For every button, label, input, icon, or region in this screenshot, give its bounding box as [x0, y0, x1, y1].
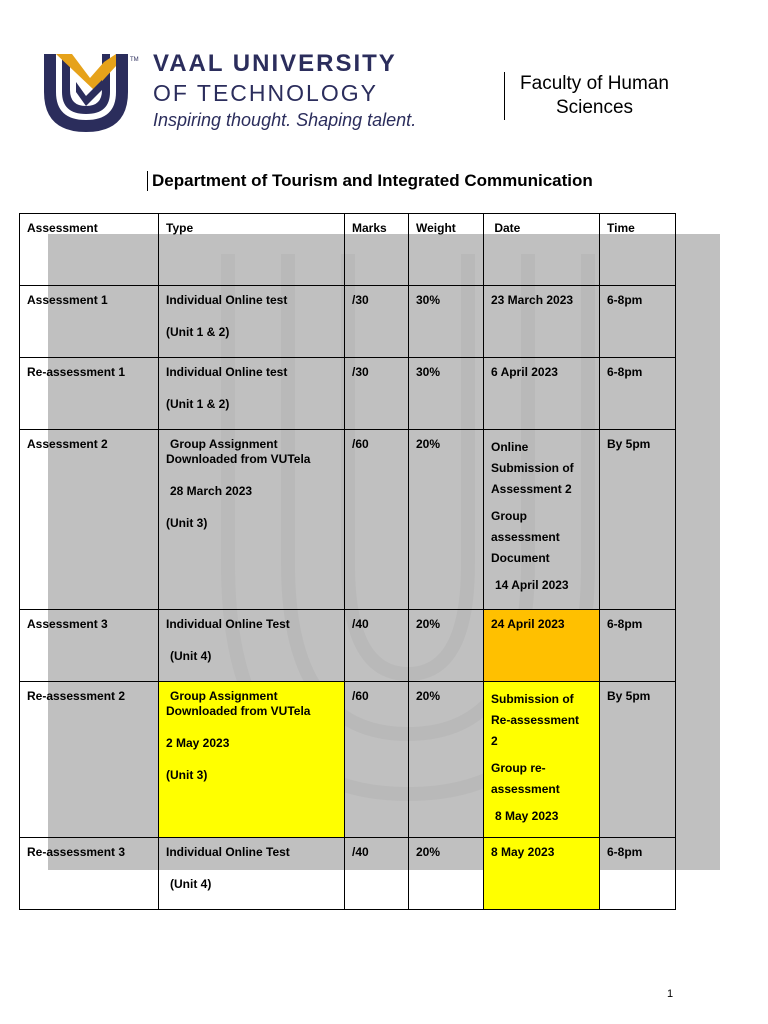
table-header-row [20, 214, 676, 286]
table-row [20, 682, 676, 838]
cell-type: Group Assignment Downloaded from VUTela 28 March 2023 (Unit 3) [159, 430, 345, 610]
cell-assessment: Assessment 3 [20, 610, 159, 682]
cell-time: By 5pm [600, 430, 676, 610]
cell-type: Individual Online Test (Unit 4) [159, 610, 345, 682]
table-row [20, 286, 676, 358]
cell-marks: /30 [345, 286, 409, 358]
header-assessment: Assessment [20, 214, 159, 286]
table-row [20, 838, 676, 910]
cell-time: 6-8pm [600, 610, 676, 682]
header-date: Date [484, 214, 600, 286]
table-row [20, 358, 676, 430]
cell-marks: /30 [345, 358, 409, 430]
university-tagline: Inspiring thought. Shaping talent. [153, 110, 417, 130]
cell-date: 23 March 2023 [484, 286, 600, 358]
cell-type: Individual Online test (Unit 1 & 2) [159, 286, 345, 358]
university-name-subtitle: OF TECHNOLOGY [153, 80, 378, 106]
assessment-table [19, 213, 676, 910]
page-number: 1 [667, 988, 674, 1000]
cell-time: 6-8pm [600, 358, 676, 430]
department-title: Department of Tourism and Integrated Communication [147, 171, 593, 191]
cell-date: Online Submission of Assessment 2 Group assessment Document 14 April 2023 [484, 430, 600, 610]
cell-date: 24 April 2023 [484, 610, 600, 682]
cell-assessment: Re-assessment 3 [20, 838, 159, 910]
cell-time: 6-8pm [600, 286, 676, 358]
cell-date: Submission of Re-assessment 2 Group re- assessment 8 May 2023 [484, 682, 600, 838]
cell-marks: /40 [345, 610, 409, 682]
university-name: VAAL UNIVERSITY [153, 50, 397, 77]
cell-assessment: Re-assessment 2 [20, 682, 159, 838]
university-logo-icon [42, 52, 137, 134]
cell-type: Individual Online Test (Unit 4) [159, 838, 345, 910]
cell-type: Group Assignment Downloaded from VUTela 2 May 2023 (Unit 3) [159, 682, 345, 838]
cell-assessment: Assessment 1 [20, 286, 159, 358]
cell-time: By 5pm [600, 682, 676, 838]
header-marks: Marks [345, 214, 409, 286]
faculty-title: Faculty of Human Sciences [504, 72, 682, 120]
cell-weight: 20% [409, 610, 484, 682]
table-row [20, 430, 676, 610]
cell-weight: 20% [409, 430, 484, 610]
cell-date: 8 May 2023 [484, 838, 600, 910]
cell-type: Individual Online test (Unit 1 & 2) [159, 358, 345, 430]
table-row [20, 610, 676, 682]
cell-marks: /60 [345, 430, 409, 610]
header-weight: Weight [409, 214, 484, 286]
cell-marks: /40 [345, 838, 409, 910]
header-time: Time [600, 214, 676, 286]
cell-assessment: Re-assessment 1 [20, 358, 159, 430]
cell-weight: 30% [409, 286, 484, 358]
cell-marks: /60 [345, 682, 409, 838]
cell-time: 6-8pm [600, 838, 676, 910]
cell-weight: 20% [409, 682, 484, 838]
cell-assessment: Assessment 2 [20, 430, 159, 610]
cell-weight: 30% [409, 358, 484, 430]
header-type: Type [159, 214, 345, 286]
cell-date: 6 April 2023 [484, 358, 600, 430]
svg-text:TM: TM [130, 57, 139, 63]
cell-weight: 20% [409, 838, 484, 910]
